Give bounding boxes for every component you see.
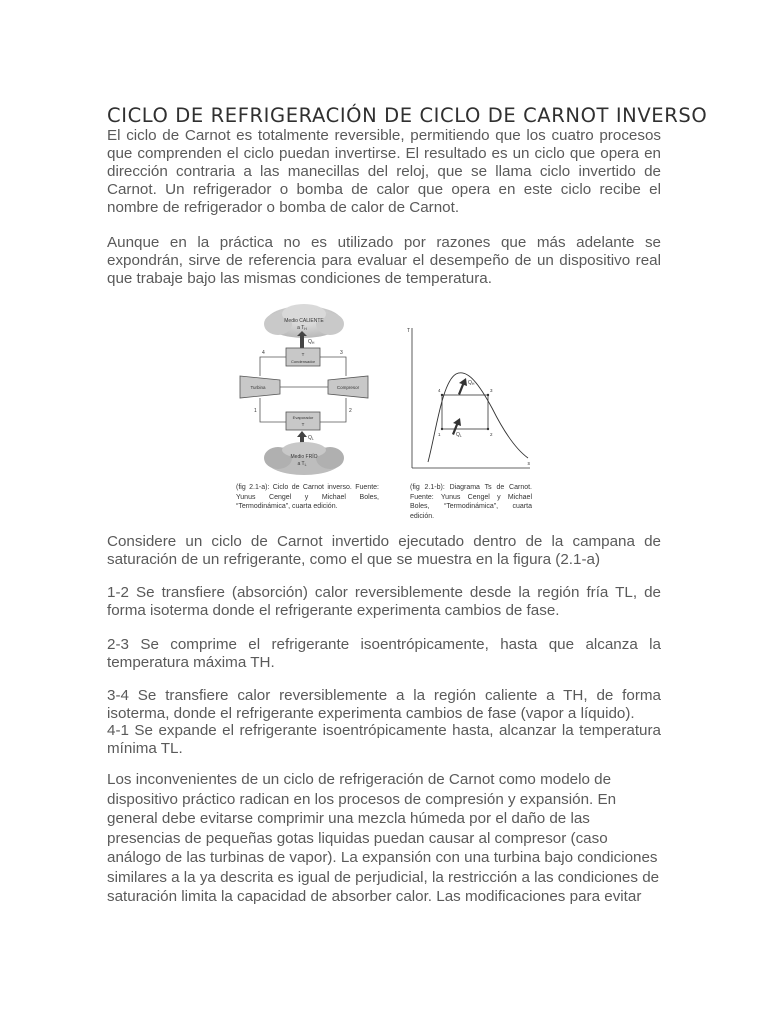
svg-text:QL [456,432,462,438]
paragraph-intro: El ciclo de Carnot es totalmente reversible, permitiendo que los cuatro procesos que comprenden el ciclo puedan invertirse. El resultado es un ciclo que opera en dirección contraria a las manecillas del reloj, que se llama ciclo invertido de Carnot. Un refrigerador o bomba de calor que opera en este ciclo recibe el nombre de refrigerador o bomba de calor de Carnot. [107,127,661,216]
ql-sub: L [311,437,314,441]
hot-medium-label: Medio CALIENTE [284,318,324,324]
evaporator-label: Evaporador [292,415,314,420]
ts-state-3: 3 [490,388,493,393]
ql-label: Q [308,435,312,441]
state-1: 1 [254,408,257,414]
paragraph-practice: Aunque en la práctica no es utilizado por razones que más adelante se expondrán, sirve de referencia para evaluar el desempeño de un dispositivo real que trabaje bajo las mismas condiciones de temperatura. [107,234,661,287]
s-axis-label: s [527,461,530,467]
ts-diagram [402,322,534,474]
turbine-label: Turbina [250,385,266,390]
condenser-label: Condensador [290,359,316,364]
ts-qh-arrow-icon [458,378,467,395]
evaporator-temp: T [301,422,305,427]
saturation-dome [428,373,528,462]
svg-text:QH [308,339,315,345]
compressor-label: Compresor [336,385,360,390]
ts-qh-sub: H [471,382,475,386]
cycle-rectangle [442,395,488,429]
state-3: 3 [340,350,343,356]
t-axis-label: T [406,328,410,334]
paragraph-drawbacks: Los inconvenientes de un ciclo de refrigeración de Carnot como modelo de dispositivo práctico radican en los procesos de compresión y expansión. En general debe evitarse comprimir una mezcla húmeda por el daño de las presencias de pequeñas gotas liquidas puedan causar al compresor (caso análogo de las turbinas de vapor). La expansión con una turbina bajo condiciones similares a la ya descrita es igual de perjudicial, la restricción a las condiciones de saturación limita la capacidad de absorber calor. Las modificaciones para evitar [107,771,660,905]
carnot-refrigerator-schematic [228,300,380,478]
condenser-temp: T [301,352,305,357]
ts-qh-label: Q [468,380,472,386]
page-title: CICLO DE REFRIGERACIÓN DE CICLO DE CARNOT INVERSO [107,104,708,127]
ts-ql-sub: L [459,434,462,438]
paragraph-step-2-3: 2-3 Se comprime el refrigerante isoentrópicamente, hasta que alcanza la temperatura máxima TH. [107,636,661,671]
svg-text:QL [308,435,314,441]
paragraph-step-4-1: 4-1 Se expande el refrigerante isoentrópicamente hasta, alcanzar la temperatura mínima TL. [107,722,661,757]
qh-label: Q [308,339,312,345]
state-4: 4 [262,350,265,356]
ts-state-1: 1 [438,432,441,437]
cold-medium-label: Medio FRÍO [290,454,318,460]
paragraph-consider: Considere un ciclo de Carnot invertido ejecutado dentro de la campana de saturación de un refrigerante, como el que se muestra en la figura (2.1-a) [107,533,661,568]
ts-state-2: 2 [490,432,493,437]
paragraph-step-3-4: 3-4 Se transfiere calor reversiblemente a la región caliente a TH, de forma isoterma, donde el refrigerante experimenta cambios de fase (vapor a líquido). [107,687,661,722]
figure-b-caption: (fig 2.1-b): Diagrama Ts de Carnot. Fuente: Yunus Cengel y Michael Boles, “Termodinámica”, cuarta edición. [410,484,532,520]
hot-temp-sub: H [304,327,307,331]
cold-temp-sub: L [304,463,307,467]
ts-state-4: 4 [438,388,441,393]
cold-medium-temp: a T [297,461,305,467]
qh-sub: H [311,341,315,345]
state-2: 2 [349,408,352,414]
paragraph-step-1-2: 1-2 Se transfiere (absorción) calor reversiblemente desde la región fría TL, de forma isoterma donde el refrigerante experimenta cambios de fase. [107,584,661,619]
ts-ql-label: Q [456,432,460,438]
figure-a-caption: (fig 2.1-a): Ciclo de Carnot inverso. Fuente: Yunus Cengel y Michael Boles, “Termodinámica”, cuarta edición. [236,484,379,510]
hot-medium-temp: a T [297,325,305,331]
